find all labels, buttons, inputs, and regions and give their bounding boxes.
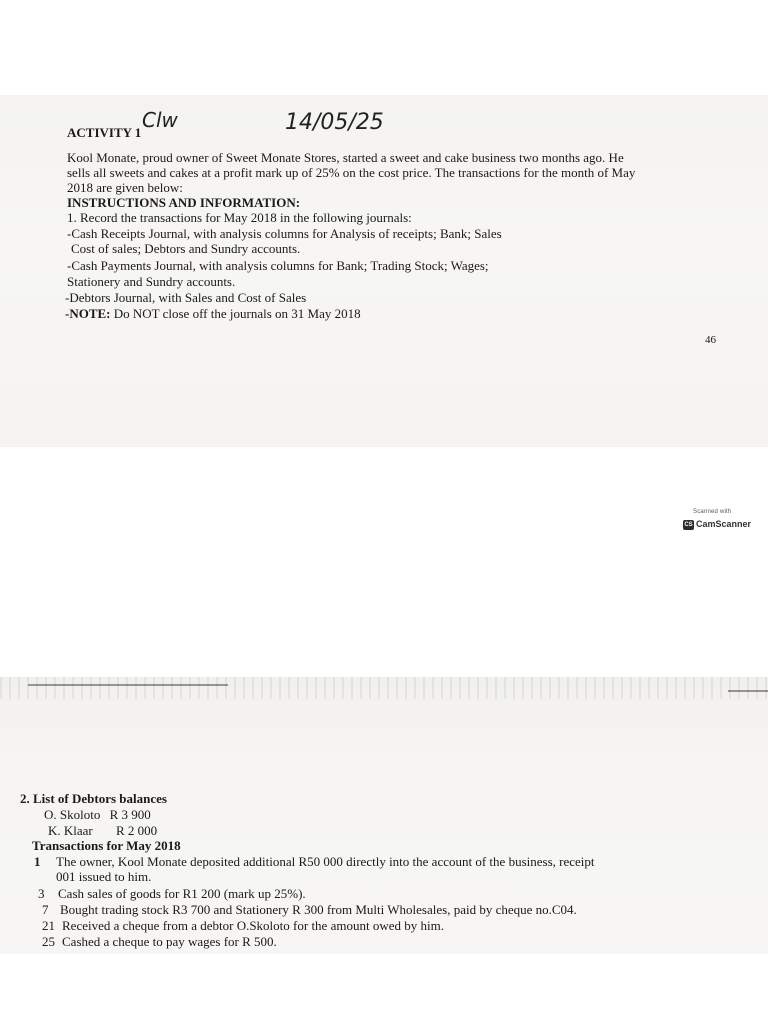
note-line [65, 306, 361, 322]
debtor-row [48, 823, 157, 839]
transaction-row-continued: 001 issued to him. [56, 869, 152, 884]
transaction-text: Cash sales of goods for R1 200 (mark up 25%). [58, 886, 306, 901]
transaction-text: Bought trading stock R3 700 and Stationery R 300 from Multi Wholesales, paid by cheque no.C04. [60, 902, 577, 917]
transaction-day: 21 [42, 918, 55, 933]
intro-text-line-2: sells all sweets and cakes at a profit mark up of 25% on the cost price. The transactions for the month of May [67, 165, 636, 180]
transaction-day: 3 [38, 886, 45, 901]
dj-instruction: -Debtors Journal, with Sales and Cost of Sales [65, 290, 307, 305]
activity-title: ACTIVITY 1 [67, 125, 142, 140]
debtor-name: K. Klaar [48, 823, 93, 838]
note-prefix: -NOTE: [65, 306, 111, 321]
transaction-row [42, 934, 277, 950]
intro-text-line-3: 2018 are given below: [67, 180, 183, 195]
transaction-row [34, 854, 594, 870]
camscanner-badge [683, 507, 755, 535]
transaction-day: 7 [42, 902, 49, 917]
transaction-text: Cashed a cheque to pay wages for R 500. [62, 934, 277, 949]
transaction-day: 25 [42, 934, 55, 949]
crj-instruction-line-2: Cost of sales; Debtors and Sundry accounts. [71, 241, 301, 256]
instruction-1: 1. Record the transactions for May 2018 in the following journals: [67, 210, 412, 225]
debtor-amount: R 2 000 [116, 823, 158, 838]
camscanner-name: CamScanner [696, 519, 752, 529]
cpj-instruction-line-1: -Cash Payments Journal, with analysis columns for Bank; Trading Stock; Wages; [67, 258, 489, 273]
debtor-name: O. Skoloto [44, 807, 101, 822]
transaction-row [42, 918, 444, 934]
debtors-heading: 2. List of Debtors balances [20, 791, 167, 806]
transaction-day: 1 [34, 854, 41, 869]
transaction-row [38, 886, 306, 902]
camscanner-logo-icon: CS [684, 522, 693, 528]
scanned-with-label: Scanned with [693, 509, 732, 515]
crj-instruction-line-1: -Cash Receipts Journal, with analysis columns for Analysis of receipts; Bank; Sales [67, 226, 502, 241]
torn-edge-line-right [728, 690, 768, 692]
instructions-heading: INSTRUCTIONS AND INFORMATION: [67, 195, 301, 210]
torn-edge-texture [0, 677, 768, 699]
handwritten-cw: Clw [142, 108, 178, 132]
page-number: 46 [705, 334, 716, 346]
transaction-row [42, 902, 577, 918]
transaction-text: Received a cheque from a debtor O.Skoloto for the amount owed by him. [62, 918, 444, 933]
debtor-row [44, 807, 151, 823]
intro-text-line-1: Kool Monate, proud owner of Sweet Monate Stores, started a sweet and cake business two months ago. He [67, 150, 624, 165]
cpj-instruction-line-2: Stationery and Sundry accounts. [67, 274, 236, 289]
torn-edge-line [28, 684, 228, 686]
handwritten-date: 14/05/25 [285, 110, 384, 135]
debtor-amount: R 3 900 [109, 807, 151, 822]
transactions-heading: Transactions for May 2018 [32, 838, 181, 853]
note-text: Do NOT close off the journals on 31 May 2018 [113, 306, 361, 321]
transaction-text: The owner, Kool Monate deposited additional R50 000 directly into the account of the business, receipt [56, 854, 595, 869]
